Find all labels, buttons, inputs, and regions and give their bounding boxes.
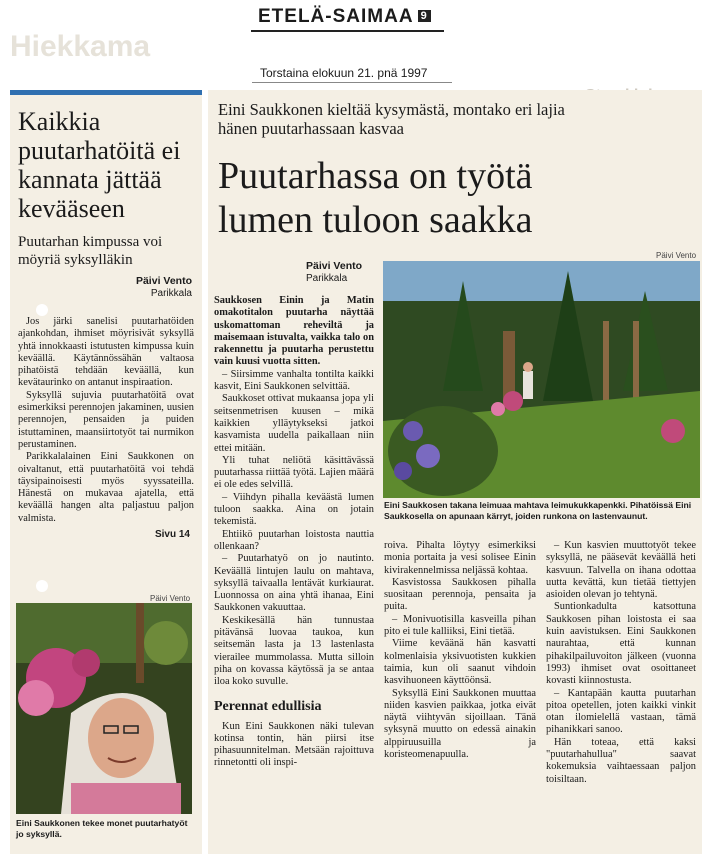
- paragraph: Syksyllä sujuvia puutarhatöitä ovat esimerkiksi perennojen jakaminen, uusien perennojen, pensaiden ja puiden istuttaminen, maansiirtotyöt tai nurmikon perustaminen.: [18, 389, 194, 450]
- left-byline: [10, 269, 202, 300]
- paragraph: roiva. Pihalta löytyy esimerkiksi monia portaita ja vesi solisee Einin kivirakennelmissa neljässä kohtaa.: [384, 540, 536, 576]
- masthead-rule: [251, 30, 444, 32]
- main-photo-credit: Päivi Vento: [656, 251, 697, 260]
- left-author: Päivi Vento: [135, 275, 192, 287]
- paragraph: – Monivuotisilla kasveilla pihan pito ei tule kalliiksi, Eini tietää.: [384, 613, 536, 638]
- paragraph: Jos järki sanelisi puutarhatöiden ajankohdan, ihmiset möyrisivät syksyllä yhtä innokkaasti istutusten kimpussa kuin keväällä. Käytännössähän valtaosa pihatöistä tehdään keväällä, kun kevätaurinko on antanut inspiraation.: [18, 316, 194, 389]
- page-number: 9: [418, 10, 431, 22]
- paragraph: Kasvistossa Saukkosen pihalla suositaan perennoja, pensaita ja puita.: [384, 576, 536, 613]
- left-pageref: Sivu 14: [154, 529, 190, 541]
- ghost-text-left: Hiekkama: [10, 30, 151, 63]
- left-place: Parikkala: [150, 288, 192, 299]
- paragraph: – Siirsimme vanhalta tontilta kaikki kasvit, Eini Saukkonen selvittää.: [214, 368, 374, 393]
- punch-hole: [36, 580, 48, 592]
- left-photo-credit: Päivi Vento: [150, 594, 191, 603]
- main-byline: [306, 260, 362, 285]
- masthead: [258, 6, 431, 28]
- paragraph: Saukkoset ottivat mukaansa jopa yli seitsenmetrisen kuusen – mikä kaikkien ylläytykseksi jatkoi kasvamista uudella paikallaan niin ettei mitään.: [214, 393, 374, 454]
- left-body: [10, 300, 202, 525]
- main-col1: [214, 295, 374, 770]
- masthead-name: ETELÄ-SAIMAA: [258, 6, 414, 27]
- paragraph: – Viihdyn pihalla keväästä lumen tuloon saakka. Aina on jotain tekemistä.: [214, 491, 374, 528]
- paragraph: Kun Eini Saukkonen näki tulevan kotinsa tontin, hän piirsi itse pihasuunnitelman. Metsään rajoittuva rinnetontti oli inspi-: [214, 720, 374, 769]
- paragraph: – Puutarhatyö on jo nautinto. Keväällä lintujen laulu on mahtava, syksyllä taivaalla lentävät kurkiaurat. Luonnossa on aina yhtä ihanaa, Eini Saukkonen vakuuttaa.: [214, 553, 374, 614]
- main-place: Parikkala: [306, 273, 348, 284]
- left-photo-caption: Eini Saukkonen tekee monet puutarhatyöt jo syksyllä.: [16, 818, 188, 839]
- left-headline: Kaikkia puutarhatöitä ei kannata jättää kevääseen: [18, 107, 181, 223]
- main-col3: [546, 540, 696, 786]
- date-rule: [252, 82, 452, 83]
- paragraph: Viime keväänä hän kasvatti kolmenlaisia yksivuotisten kukkien taimia, kun oli saanut vihdoin kasvihuoneen käyttöönsä.: [384, 638, 536, 687]
- paragraph: Saukkosen Einin ja Matin omakotitalon puutarha näyttää uskomattoman reheviltä ja maisemaan istuvalta, vaikka talo on rakennettu ja puutarha perustettu vain kuusi vuotta sitten.: [214, 295, 374, 368]
- main-headline: Puutarhassa on työtä lumen tuloon saakka: [218, 155, 533, 241]
- main-photo-caption: Eini Saukkosen takana leimuaa mahtava leimukukkapenkki. Pihatöissä Eini Saukkosella on apunaan kärryt, joiden runkona on lastenvaunut.: [384, 500, 692, 521]
- paragraph: Yli tuhat neliötä käsittävässä puutarhassa riittää työtä. Lajien määrä ei ole edes selvillä.: [214, 454, 374, 491]
- paragraph: Ehtiikö puutarhan loistosta nauttia ollenkaan?: [214, 528, 374, 552]
- main-author: Päivi Vento: [306, 260, 363, 272]
- left-subhead: Puutarhan kimpussa voi möyriä syksylläkin: [18, 234, 163, 268]
- issue-date: Torstaina elokuun 21. pnä 1997: [260, 66, 428, 80]
- main-col2: [384, 540, 536, 761]
- punch-hole: [36, 304, 48, 316]
- paragraph: Syksyllä Eini Saukkonen muuttaa niiden kasvien paikkaa, jotka eivät näytä viihtyvän sijoillaan. Tänä syksynä muutto on edessä ainakin alppiruusuilla ja koristeomenapuulla.: [384, 687, 536, 761]
- paragraph: – Kun kasvien muuttotyöt tekee syksyllä, ne pääsevät keväällä heti kasvuun. Talvella on ihana odottaa uutta kevättä, kun tietää tiettyjen asioiden olevan jo tehtynä.: [546, 540, 696, 601]
- paragraph: – Kantapään kautta puutarhan pitoa opetellen, joten kaikki vinkit otan ilomielellä vastaan, tämä pihanikkari sanoo.: [546, 687, 696, 736]
- main-kicker: Eini Saukkonen kieltää kysymästä, montako eri lajia hänen puutarhassaan kasvaa: [218, 100, 565, 138]
- main-subhead: Perennat edullisia: [214, 698, 322, 714]
- garden-photo: [383, 261, 700, 498]
- paragraph: Suntionkadulta katsottuna Saukkosen pihan loistosta ei saa kuin aavistuksen. Eini Saukkonen naurahtaa, että kunnan pihakilpailuvoiton jälkeen (vuonna 1993) ihmiset ovat osoittaneet kovasti kiinnostusta.: [546, 601, 696, 687]
- paragraph: Keskikesällä hän tunnustaa pitävänsä luovaa taukoa, kun seitsemän lasta ja 13 lastenlasta vierailee mummolassa. Mutta silloin piha on kovassa käytössä ja se antaa iloa koko suvulle.: [214, 614, 374, 688]
- woman-portrait-photo: [16, 603, 192, 814]
- paragraph: Hän toteaa, että kaksi "puutarhahullua" saavat kokemuksia vaihtaessaan paljon toisiltaan.: [546, 736, 696, 785]
- paragraph: Parikkalalainen Eini Saukkonen on oivaltanut, että puutarhatöitä voi tehdä täysipainoisesti myös syyssateilla. Hänestä on mukavaa ajatella, että keväällä hangen alta paljastuu paljon valmista.: [18, 451, 194, 524]
